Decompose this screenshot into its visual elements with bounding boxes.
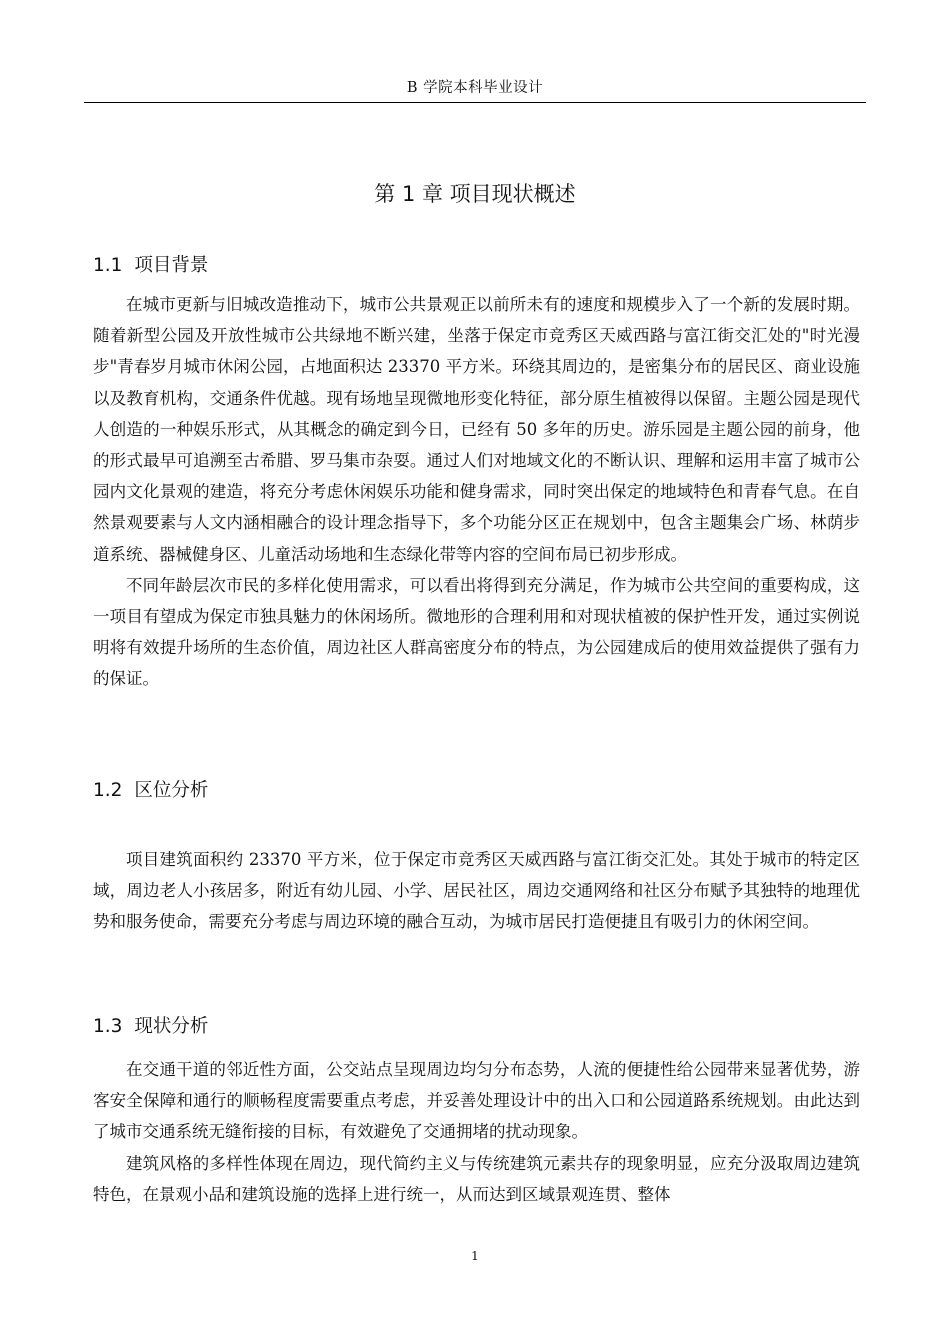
chapter-title: 第 1 章 项目现状概述 <box>374 182 576 206</box>
section-number: 1.1 <box>93 255 123 276</box>
section-heading-1-1 <box>93 252 208 280</box>
page-number: 1 <box>471 1249 479 1263</box>
paragraph: 在交通干道的邻近性方面，公交站点呈现周边均匀分布态势，人流的便捷性给公园带来显著优势，游客安全保障和通行的顺畅程度需要重点考虑，并妥善处理设计中的出入口和公园道路系统规划。由此达到了城市交通系统无缝衔接的目标，有效避免了交通拥堵的扰动现象。 <box>93 1060 860 1142</box>
header-divider <box>84 102 866 103</box>
section-heading-1-3 <box>93 1013 208 1041</box>
section-body-1-1 <box>93 289 860 695</box>
running-header: B 学院本科毕业设计 <box>406 80 544 96</box>
paragraph: 建筑风格的多样性体现在周边，现代简约主义与传统建筑元素共存的现象明显，应充分汲取周边建筑特色，在景观小品和建筑设施的选择上进行统一，从而达到区域景观连贯、整体 <box>93 1153 860 1204</box>
section-title: 现状分析 <box>134 1016 209 1037</box>
paragraph: 项目建筑面积约 23370 平方米，位于保定市竞秀区天威西路与富江街交汇处。其处于城市的特定区域，周边老人小孩居多，附近有幼儿园、小学、居民社区，周边交通网络和社区分布赋予其独特的地理优势和服务使命，需要充分考虑与周边环境的融合互动，为城市居民打造便捷且有吸引力的休闲空间。 <box>93 850 860 932</box>
paragraph: 不同年龄层次市民的多样化使用需求，可以看出将得到充分满足，作为城市公共空间的重要构成，这一项目有望成为保定市独具魅力的休闲场所。微地形的合理利用和对现状植被的保护性开发，通过实例说明将有效提升场所的生态价值，周边社区人群高密度分布的特点，为公园建成后的使用效益提供了强有力的保证。 <box>93 575 860 689</box>
section-heading-1-2 <box>93 777 208 805</box>
section-number: 1.3 <box>93 1016 123 1037</box>
section-body-1-2 <box>93 844 860 938</box>
section-title: 区位分析 <box>134 780 209 801</box>
section-body-1-3 <box>93 1054 860 1210</box>
section-number: 1.2 <box>93 780 123 801</box>
paragraph: 在城市更新与旧城改造推动下，城市公共景观正以前所未有的速度和规模步入了一个新的发展时期。随着新型公园及开放性城市公共绿地不断兴建，坐落于保定市竞秀区天威西路与富江街交汇处的"时光漫步"青春岁月城市休闲公园，占地面积达 23370 平方米。环绕其周边的，是密集分布的居民区、商业设施以及教育机构，交通条件优越。现有场地呈现微地形变化特征，部分原生植被得以保留。主题公园是现代人创造的一种娱乐形式，从其概念的确定到今日，已经有 50 多年的历史。游乐园是主题公园的前身，他的形式最早可追溯至古希腊、罗马集市杂耍。通过人们对地域文化的不断认识、理解和运用丰富了城市公园内文化景观的建造，将充分考虑休闲娱乐功能和健身需求，同时突出保定的地域特色和青春气息。在自然景观要素与人文内涵相融合的设计理念指导下，多个功能分区正在规划中，包含主题集会广场、林荫步道系统、器械健身区、儿童活动场地和生态绿化带等内容的空间布局已初步形成。 <box>93 295 860 564</box>
section-title: 项目背景 <box>134 255 209 276</box>
